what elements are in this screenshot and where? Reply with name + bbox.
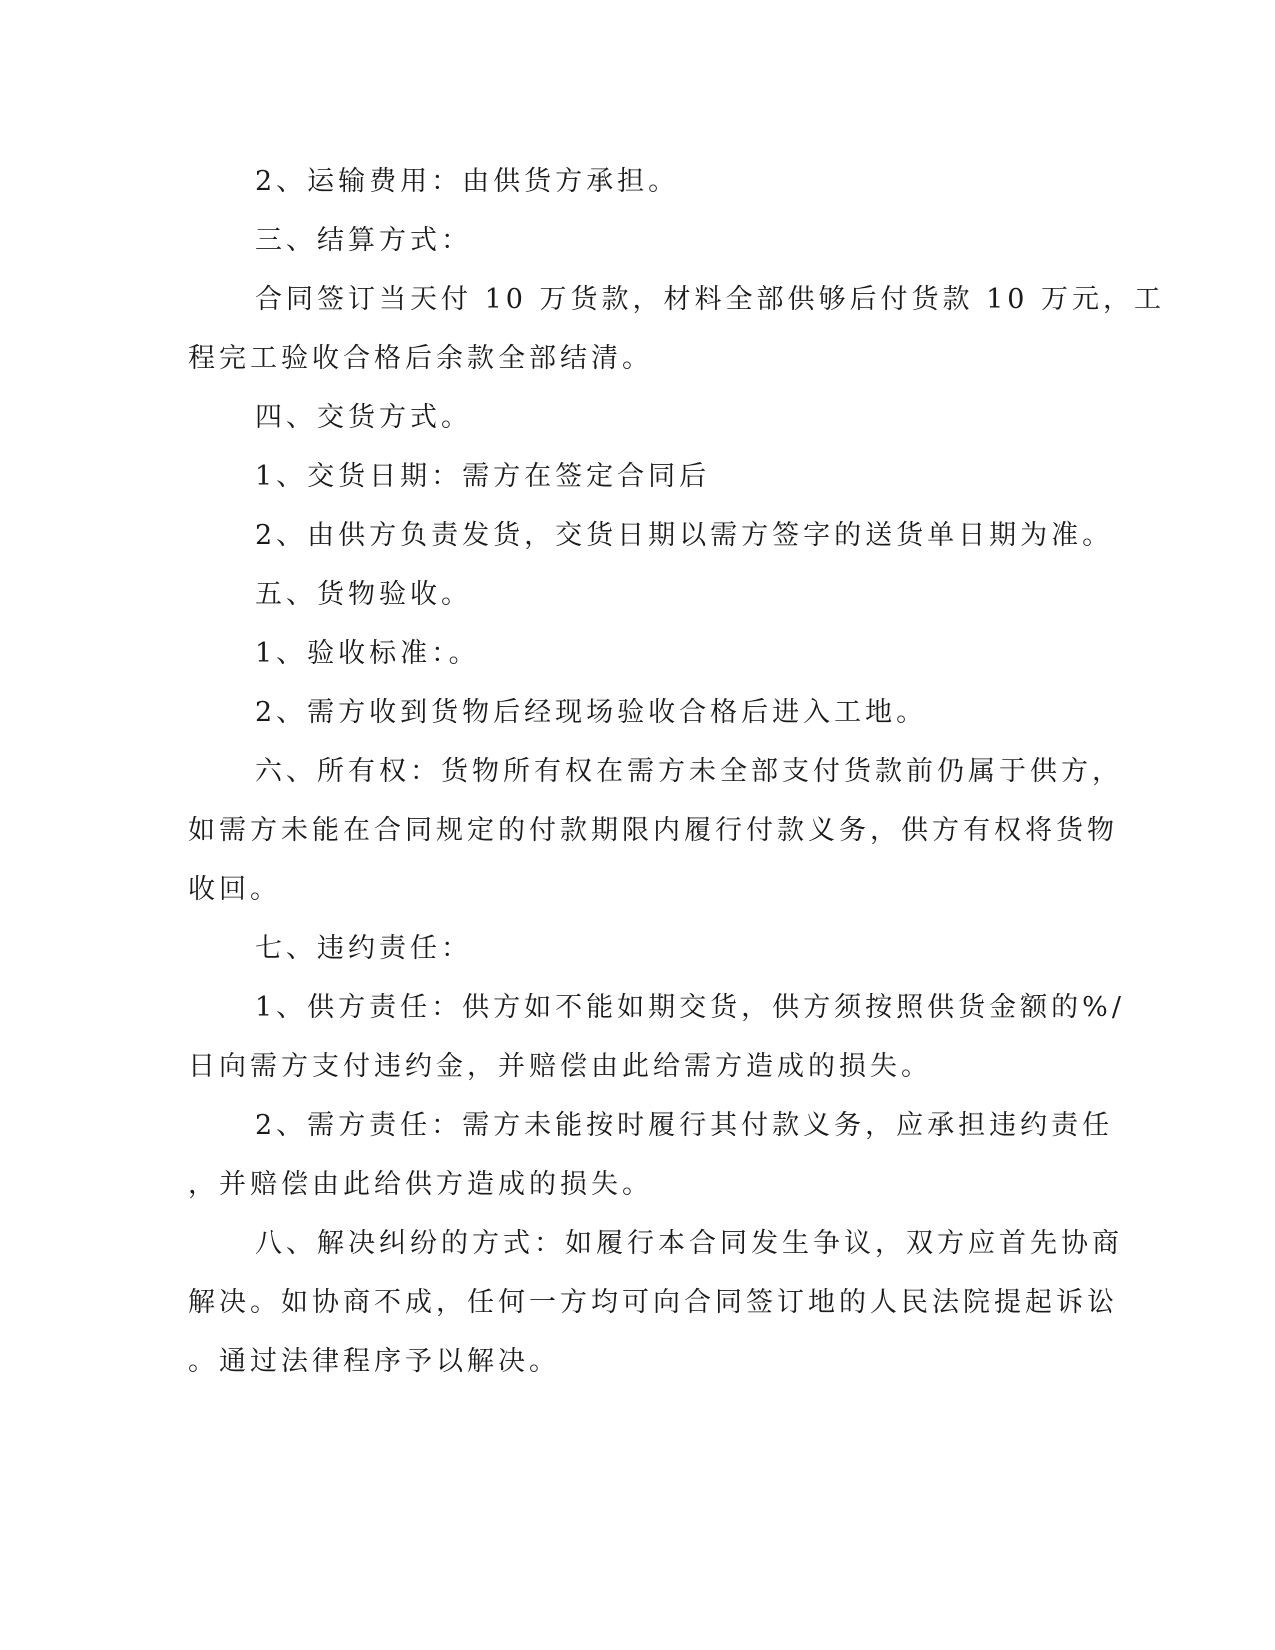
clause-2-transport-cost: 2、运输费用：由供货方承担。 (255, 166, 680, 197)
section-8-text-line-2: 解决。如协商不成，任何一方均可向合同签订地的人民法院提起诉讼 (188, 1287, 1118, 1318)
section-6-text-line-1: 六、所有权：货物所有权在需方未全部支付货款前仍属于供方， (255, 756, 1123, 787)
section-8-text-line-3: 。通过法律程序予以解决。 (188, 1346, 560, 1377)
section-6-text-line-3: 收回。 (188, 874, 281, 905)
clause-7-2-line-2: ，并赔偿由此给供方造成的损失。 (188, 1169, 653, 1200)
clause-4-2-delivery: 2、由供方负责发货，交货日期以需方签字的送货单日期为准。 (255, 520, 1114, 551)
section-4-heading: 四、交货方式。 (255, 402, 472, 433)
clause-7-1-line-1: 1、供方责任：供方如不能如期交货，供方须按照供货金额的%/ (255, 992, 1125, 1023)
section-8-text-line-1: 八、解决纠纷的方式：如履行本合同发生争议，双方应首先协商 (255, 1228, 1123, 1259)
section-6-text-line-2: 如需方未能在合同规定的付款期限内履行付款义务，供方有权将货物 (188, 815, 1118, 846)
section-7-heading: 七、违约责任： (255, 933, 472, 964)
clause-7-1-line-2: 日向需方支付违约金，并赔偿由此给需方造成的损失。 (188, 1051, 932, 1082)
section-5-heading: 五、货物验收。 (255, 579, 472, 610)
clause-5-2-acceptance: 2、需方收到货物后经现场验收合格后进入工地。 (255, 697, 928, 728)
section-3-text-line-2: 程完工验收合格后余款全部结清。 (188, 343, 653, 374)
clause-4-1-delivery-date: 1、交货日期：需方在签定合同后 (255, 461, 711, 492)
section-3-heading: 三、结算方式： (255, 225, 472, 256)
clause-5-1-standard: 1、验收标准：。 (255, 638, 480, 669)
section-3-text-line-1: 合同签订当天付 10 万货款，材料全部供够后付货款 10 万元，工 (255, 284, 1166, 315)
clause-7-2-line-1: 2、需方责任：需方未能按时履行其付款义务，应承担违约责任 (255, 1110, 1114, 1141)
